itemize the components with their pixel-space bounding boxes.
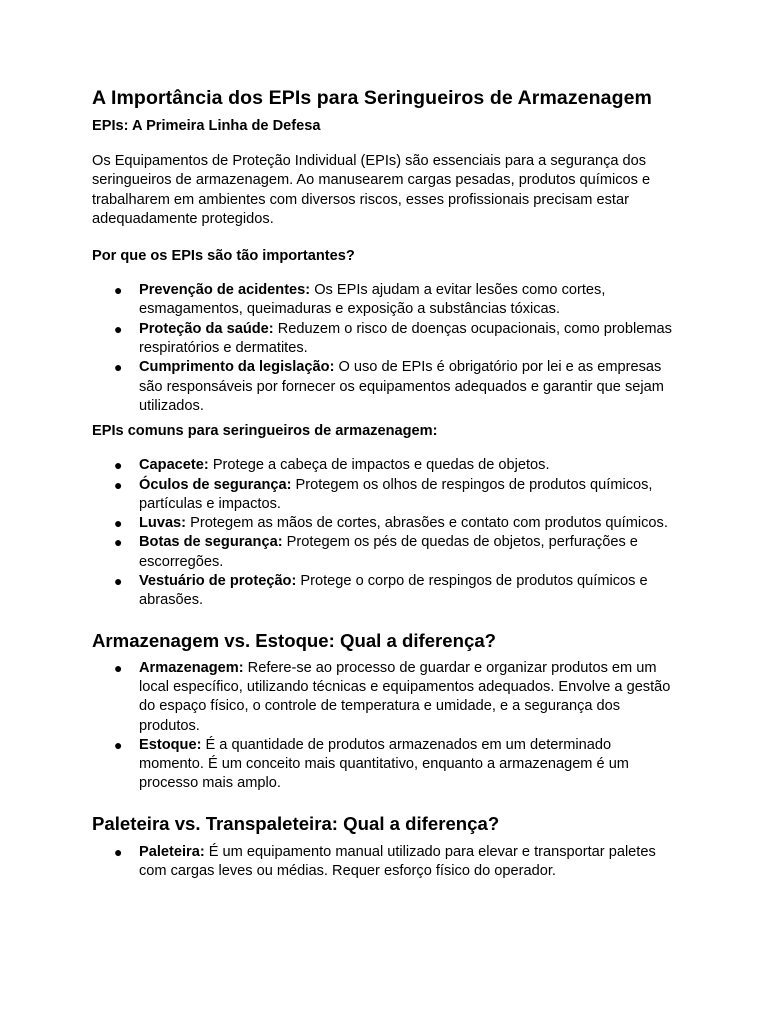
bullet-icon: ● xyxy=(114,515,123,532)
bullet-icon: ● xyxy=(114,457,123,474)
item-text: Refere-se ao processo de guardar e organizar produtos em um local específico, utilizando técnicas e equipamentos adequados. Envolve a gestão do espaço físico, o controle de temperatura e umidade, e a segurança dos produtos. xyxy=(139,659,671,734)
pallet-jack-list xyxy=(92,843,676,882)
storage-vs-stock-heading: Armazenagem vs. Estoque: Qual a diferença? xyxy=(92,629,497,651)
list-item xyxy=(92,358,676,416)
document-title: A Importância dos EPIs para Seringueiros de Armazenagem xyxy=(92,87,652,109)
list-item xyxy=(92,320,676,359)
bullet-icon: ● xyxy=(114,736,123,753)
bullet-icon: ● xyxy=(114,476,123,493)
list-item xyxy=(92,476,676,515)
bullet-icon: ● xyxy=(114,534,123,551)
bullet-icon: ● xyxy=(114,573,123,590)
item-term: Estoque: xyxy=(139,736,202,753)
item-term: Luvas: xyxy=(139,515,187,532)
list-item xyxy=(92,514,676,533)
item-text: Reduzem o risco de doenças ocupacionais, como problemas respiratórios e dermatites. xyxy=(139,320,672,357)
common-epis-heading: EPIs comuns para seringueiros de armazenagem: xyxy=(92,423,438,440)
item-text: Protegem os olhos de respingos de produtos químicos, partículas e impactos. xyxy=(139,476,653,512)
list-item xyxy=(92,843,676,882)
item-term: Cumprimento da legislação: xyxy=(139,359,335,376)
item-term: Vestuário de proteção: xyxy=(139,573,297,590)
item-text: O uso de EPIs é obrigatório por lei e as empresas são responsáveis por fornecer os equipamentos adequados e garantir que sejam utilizados. xyxy=(139,359,664,414)
list-item xyxy=(92,736,676,794)
item-term: Proteção da saúde: xyxy=(139,320,274,337)
list-item xyxy=(92,456,676,475)
subtitle: EPIs: A Primeira Linha de Defesa xyxy=(92,118,321,134)
list-item xyxy=(92,281,676,320)
intro-paragraph: Os Equipamentos de Proteção Individual (EPIs) são essenciais para a segurança dos seringueiros de armazenagem. Ao manusearem cargas pesadas, produtos químicos e trabalharem em ambientes com diversos riscos, esses profissionais precisam estar adequadamente protegidos. xyxy=(92,153,651,227)
pallet-jack-heading: Paleteira vs. Transpaleteira: Qual a diferença? xyxy=(92,812,500,834)
item-term: Armazenagem: xyxy=(139,659,244,676)
item-text: Os EPIs ajudam a evitar lesões como cortes, esmagamentos, queimaduras e exposição a substâncias tóxicas. xyxy=(139,282,606,318)
item-term: Capacete: xyxy=(139,457,209,474)
bullet-icon: ● xyxy=(114,282,123,299)
list-item xyxy=(92,572,676,611)
bullet-icon: ● xyxy=(114,359,123,376)
item-text: Protege a cabeça de impactos e quedas de objetos. xyxy=(208,457,550,474)
item-text: É a quantidade de produtos armazenados em um determinado momento. É um conceito mais quantitativo, enquanto a armazenagem é um processo mais amplo. xyxy=(139,736,629,792)
list-item xyxy=(92,659,676,736)
item-text: Protegem as mãos de cortes, abrasões e contato com produtos químicos. xyxy=(186,515,668,532)
storage-vs-stock-list xyxy=(92,659,676,794)
item-text: Protegem os pés de quedas de objetos, perfurações e escorregões. xyxy=(139,534,638,570)
importance-heading: Por que os EPIs são tão importantes? xyxy=(92,248,355,265)
item-text: É um equipamento manual utilizado para elevar e transportar paletes com cargas leves ou médias. Requer esforço físico do operador. xyxy=(139,843,656,880)
bullet-icon: ● xyxy=(114,320,123,337)
common-epis-list xyxy=(92,456,676,610)
bullet-icon: ● xyxy=(114,843,123,860)
item-text: Protege o corpo de respingos de produtos químicos e abrasões. xyxy=(139,573,648,609)
list-item xyxy=(92,533,676,572)
bullet-icon: ● xyxy=(114,659,123,676)
item-term: Botas de segurança: xyxy=(139,534,283,551)
importance-list xyxy=(92,281,676,416)
item-term: Paleteira: xyxy=(139,843,205,860)
item-term: Óculos de segurança: xyxy=(139,476,292,493)
item-term: Prevenção de acidentes: xyxy=(139,282,311,299)
